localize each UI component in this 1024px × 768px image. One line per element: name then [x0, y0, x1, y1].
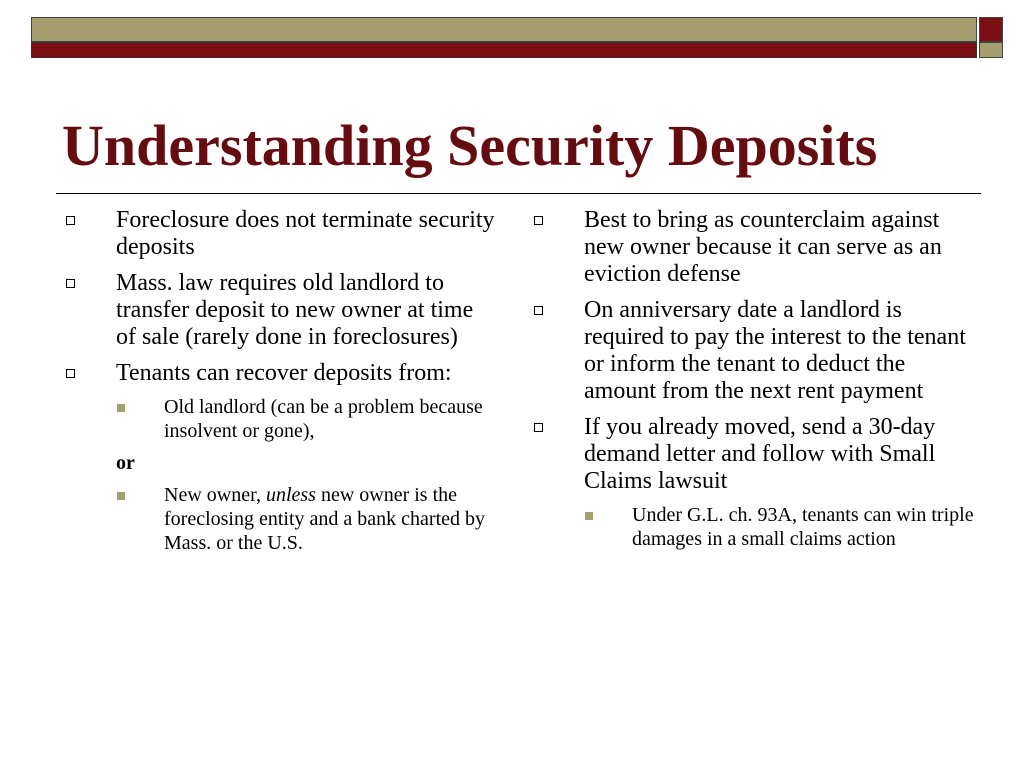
filled-square-bullet-icon [585, 512, 593, 520]
header-bar-maroon [31, 42, 977, 58]
emphasis-unless: unless [265, 484, 316, 506]
title-divider [56, 193, 981, 194]
corner-square-maroon [979, 17, 1003, 42]
hollow-square-bullet-icon [534, 216, 543, 225]
bullet-text: Tenants can recover deposits from: [116, 360, 452, 386]
right-column [528, 207, 976, 559]
left-column [60, 207, 498, 563]
bullet-item [528, 207, 976, 288]
bullet-item [60, 270, 498, 351]
bullet-item [528, 414, 976, 495]
hollow-square-bullet-icon [66, 216, 75, 225]
hollow-square-bullet-icon [534, 306, 543, 315]
bullet-text: On anniversary date a landlord is required to pay the interest to the tenant or inform the tenant to deduct the amount from the next rent payment [584, 297, 966, 404]
sub-bullet-text: Under G.L. ch. 93A, tenants can win triple damages in a small claims action [632, 504, 974, 550]
header-bar-olive [31, 17, 977, 42]
or-connector: or [116, 452, 135, 474]
bullet-item [60, 360, 498, 387]
sub-bullet-text: Old landlord (can be a problem because insolvent or gone), [164, 396, 483, 442]
sub-bullet-text-end: new owner is the foreclosing entity and a bank charted by Mass. or the U.S. [164, 484, 485, 554]
bullet-text: Best to bring as counterclaim against new owner because it can serve as an eviction defense [584, 207, 942, 287]
bullet-text: Mass. law requires old landlord to transfer deposit to new owner at time of sale (rarely done in foreclosures) [116, 270, 474, 350]
slide-title: Understanding Security Deposits [62, 113, 878, 178]
filled-square-bullet-icon [117, 492, 125, 500]
sub-bullet-text-start: New owner, [164, 484, 266, 506]
bullet-text: If you already moved, send a 30-day demand letter and follow with Small Claims lawsuit [584, 414, 936, 494]
corner-square-olive [979, 42, 1003, 58]
bullet-item [60, 207, 498, 261]
sub-bullet-item [528, 503, 976, 551]
bullet-text: Foreclosure does not terminate security deposits [116, 207, 495, 260]
bullet-item [528, 297, 976, 405]
sub-bullet-item [60, 483, 498, 555]
hollow-square-bullet-icon [66, 279, 75, 288]
hollow-square-bullet-icon [534, 423, 543, 432]
hollow-square-bullet-icon [66, 369, 75, 378]
sub-bullet-item [60, 395, 498, 443]
filled-square-bullet-icon [117, 404, 125, 412]
